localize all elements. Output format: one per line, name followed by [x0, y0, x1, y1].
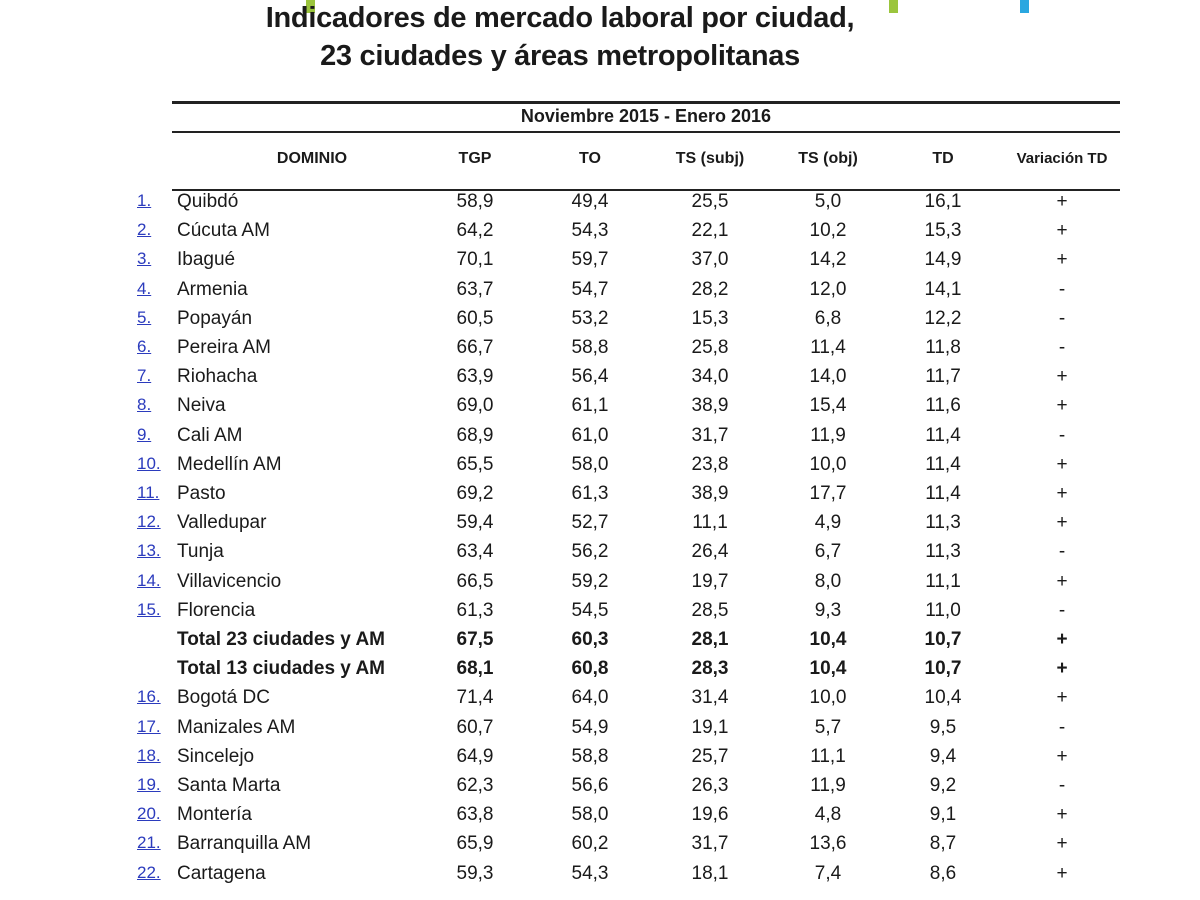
ts-obj-cell: 5,7 — [814, 716, 842, 738]
city-name: Manizales AM — [177, 716, 296, 738]
to-cell: 58,8 — [571, 745, 609, 767]
table-row — [0, 366, 1200, 395]
ts-obj-cell: 17,7 — [809, 483, 847, 504]
row-number-link[interactable]: 17. — [137, 716, 161, 736]
total-row — [0, 629, 1200, 658]
city-name: Montería — [177, 804, 252, 826]
table-row — [0, 804, 1200, 833]
column-header: Variación TD — [1016, 150, 1108, 167]
ts-subj-cell: 28,5 — [691, 599, 729, 621]
td-cell: 8,6 — [929, 862, 957, 884]
tgp-cell: 63,4 — [456, 541, 494, 563]
td-cell: 11,3 — [925, 512, 961, 534]
ts-subj-cell: 38,9 — [691, 395, 729, 417]
total-row — [0, 658, 1200, 687]
tgp-cell: 63,8 — [456, 804, 494, 826]
td-cell: 11,4 — [925, 483, 961, 504]
td-cell: 11,4 — [925, 453, 961, 475]
variacion-td-cell: + — [1056, 366, 1068, 388]
ts-obj-cell: 11,9 — [810, 775, 846, 796]
row-number-link[interactable]: 11. — [137, 483, 160, 502]
variacion-td-cell: - — [1058, 337, 1066, 358]
table-row — [0, 220, 1200, 249]
table-row — [0, 308, 1200, 337]
ts-obj-cell: 10,4 — [809, 658, 847, 680]
ts-subj-cell: 25,8 — [691, 337, 729, 358]
city-name: Cali AM — [177, 424, 243, 446]
ts-subj-cell: 23,8 — [691, 453, 729, 475]
ts-subj-cell: 18,1 — [691, 862, 729, 884]
row-number-link[interactable]: 10. — [137, 453, 161, 473]
ts-subj-cell: 25,5 — [691, 191, 729, 212]
ts-obj-cell: 10,0 — [809, 453, 847, 475]
td-cell: 11,7 — [925, 366, 961, 388]
to-cell: 64,0 — [571, 687, 609, 709]
variacion-td-cell: + — [1056, 745, 1068, 767]
ts-subj-cell: 34,0 — [691, 366, 729, 388]
table-row — [0, 512, 1200, 541]
ts-obj-cell: 4,9 — [814, 512, 842, 534]
row-number-link[interactable]: 9. — [137, 424, 152, 444]
to-cell: 60,3 — [571, 629, 609, 650]
ts-obj-cell: 13,6 — [809, 833, 847, 855]
to-cell: 52,7 — [571, 512, 609, 534]
to-cell: 56,6 — [571, 775, 609, 796]
variacion-td-cell: - — [1058, 599, 1066, 621]
ts-subj-cell: 28,2 — [691, 278, 729, 300]
city-name: Pasto — [177, 483, 226, 504]
to-cell: 61,1 — [571, 395, 609, 417]
tgp-cell: 67,5 — [456, 629, 494, 650]
table-row — [0, 425, 1200, 454]
ts-obj-cell: 12,0 — [809, 278, 847, 300]
ts-subj-cell: 25,7 — [691, 745, 729, 767]
period-label: Noviembre 2015 - Enero 2016 — [520, 106, 772, 126]
tgp-cell: 65,5 — [456, 453, 494, 475]
td-cell: 11,8 — [925, 337, 961, 358]
td-cell: 12,2 — [924, 307, 962, 329]
row-number-link[interactable]: 20. — [137, 804, 161, 824]
to-cell: 54,9 — [571, 716, 609, 738]
variacion-td-cell: - — [1058, 278, 1066, 300]
table-row — [0, 775, 1200, 804]
row-number-link[interactable]: 3. — [137, 249, 152, 269]
ts-obj-cell: 14,2 — [809, 249, 847, 271]
ts-subj-cell: 38,9 — [691, 483, 729, 504]
city-name: Barranquilla AM — [177, 833, 312, 855]
table-row — [0, 454, 1200, 483]
ts-obj-cell: 11,9 — [810, 424, 846, 446]
column-header: TGP — [458, 150, 492, 167]
td-cell: 14,9 — [924, 249, 962, 271]
to-cell: 60,2 — [571, 833, 609, 855]
row-number-link[interactable]: 13. — [137, 541, 161, 561]
row-number-link[interactable]: 15. — [137, 599, 161, 619]
ts-obj-cell: 14,0 — [809, 366, 847, 388]
variacion-td-cell: + — [1056, 658, 1068, 680]
city-name: Armenia — [177, 278, 248, 300]
table-row — [0, 191, 1200, 220]
city-name: Neiva — [177, 395, 226, 417]
ts-subj-cell: 15,3 — [691, 307, 729, 329]
variacion-td-cell: + — [1056, 687, 1068, 709]
td-cell: 9,1 — [929, 804, 957, 826]
row-number-link[interactable]: 6. — [137, 337, 152, 356]
td-cell: 9,2 — [929, 775, 957, 796]
table-row — [0, 541, 1200, 570]
to-cell: 61,3 — [571, 483, 609, 504]
td-cell: 8,7 — [929, 833, 957, 855]
city-name: Santa Marta — [177, 775, 281, 796]
ts-obj-cell: 11,1 — [810, 745, 846, 767]
tgp-cell: 69,0 — [456, 395, 494, 417]
table-row — [0, 746, 1200, 775]
city-name: Cúcuta AM — [177, 220, 270, 242]
td-cell: 10,7 — [924, 658, 962, 680]
ts-obj-cell: 6,8 — [814, 307, 842, 329]
to-cell: 54,5 — [571, 599, 609, 621]
row-number-link[interactable]: 8. — [137, 395, 152, 415]
to-cell: 61,0 — [571, 424, 609, 446]
td-cell: 15,3 — [924, 220, 962, 242]
ts-obj-cell: 6,7 — [814, 541, 842, 563]
tgp-cell: 64,2 — [456, 220, 494, 242]
period-rule — [172, 131, 1120, 133]
ts-subj-cell: 19,7 — [691, 570, 729, 592]
td-cell: 9,4 — [929, 745, 957, 767]
to-cell: 60,8 — [571, 658, 609, 680]
to-cell: 56,2 — [571, 541, 609, 563]
tgp-cell: 60,5 — [456, 307, 494, 329]
tgp-cell: 68,1 — [456, 658, 494, 680]
td-cell: 10,7 — [924, 629, 962, 650]
ts-subj-cell: 28,3 — [691, 658, 729, 680]
city-name: Bogotá DC — [177, 687, 270, 709]
tgp-cell: 70,1 — [456, 249, 494, 271]
column-header: TO — [579, 150, 601, 167]
td-cell: 10,4 — [924, 687, 962, 709]
city-name: Sincelejo — [177, 745, 255, 767]
to-cell: 56,4 — [571, 366, 609, 388]
variacion-td-cell: + — [1056, 512, 1068, 534]
city-name: Medellín AM — [177, 453, 282, 475]
to-cell: 54,3 — [571, 220, 609, 242]
page-title-line2: 23 ciudades y áreas metropolitanas — [320, 40, 800, 72]
city-name: Valledupar — [177, 512, 267, 534]
city-name: Tunja — [177, 541, 224, 563]
column-header: TS (obj) — [798, 150, 858, 167]
tgp-cell: 69,2 — [456, 483, 494, 504]
row-number-link[interactable]: 1. — [137, 191, 152, 210]
variacion-td-cell: + — [1056, 395, 1068, 417]
variacion-td-cell: + — [1056, 833, 1068, 855]
column-header: DOMINIO — [276, 150, 348, 167]
row-number-link[interactable]: 7. — [137, 366, 152, 386]
to-cell: 58,8 — [571, 337, 609, 358]
ts-obj-cell: 7,4 — [814, 862, 842, 884]
tgp-cell: 63,7 — [456, 278, 494, 300]
ts-subj-cell: 37,0 — [691, 249, 729, 271]
ts-subj-cell: 26,4 — [691, 541, 729, 563]
row-number-link[interactable]: 5. — [137, 307, 152, 327]
row-number-link[interactable]: 21. — [137, 833, 161, 853]
ts-obj-cell: 8,0 — [814, 570, 842, 592]
to-cell: 54,3 — [571, 862, 609, 884]
city-name: Cartagena — [177, 862, 266, 884]
variacion-td-cell: + — [1056, 629, 1068, 650]
row-number-link[interactable]: 12. — [137, 512, 161, 532]
table-row — [0, 687, 1200, 716]
table-row — [0, 337, 1200, 366]
tgp-cell: 61,3 — [456, 599, 494, 621]
variacion-td-cell: + — [1056, 220, 1068, 242]
table-row — [0, 600, 1200, 629]
ts-obj-cell: 9,3 — [814, 599, 842, 621]
variacion-td-cell: - — [1058, 307, 1066, 329]
variacion-td-cell: + — [1056, 862, 1068, 884]
tgp-cell: 62,3 — [456, 775, 494, 796]
tgp-cell: 71,4 — [456, 687, 494, 709]
table-top-rule — [172, 101, 1120, 104]
row-number-link[interactable]: 16. — [137, 687, 161, 707]
page-title-line1: Indicadores de mercado laboral por ciudad, — [265, 2, 855, 34]
ts-subj-cell: 31,4 — [691, 687, 729, 709]
row-number-link[interactable]: 18. — [137, 745, 161, 765]
table-row — [0, 249, 1200, 278]
variacion-td-cell: - — [1058, 775, 1066, 796]
ts-obj-cell: 10,4 — [809, 629, 847, 650]
ts-obj-cell: 11,4 — [810, 337, 846, 358]
ts-subj-cell: 19,1 — [691, 716, 729, 738]
to-cell: 54,7 — [571, 278, 609, 300]
variacion-td-cell: + — [1056, 804, 1068, 826]
td-cell: 9,5 — [929, 716, 957, 738]
column-header: TD — [932, 150, 954, 167]
td-cell: 11,0 — [925, 599, 961, 621]
to-cell: 49,4 — [571, 191, 609, 212]
to-cell: 59,7 — [571, 249, 609, 271]
tgp-cell: 66,7 — [456, 337, 494, 358]
city-name: Florencia — [177, 599, 256, 621]
ts-obj-cell: 10,0 — [809, 687, 847, 709]
td-cell: 16,1 — [924, 191, 962, 212]
row-number-link[interactable]: 22. — [137, 862, 161, 882]
td-cell: 11,1 — [925, 570, 961, 592]
city-name: Villavicencio — [177, 570, 282, 592]
variacion-td-cell: + — [1056, 191, 1068, 212]
ts-subj-cell: 26,3 — [691, 775, 729, 796]
table-row — [0, 395, 1200, 424]
city-name: Quibdó — [177, 191, 239, 212]
variacion-td-cell: - — [1058, 424, 1066, 446]
table-row — [0, 833, 1200, 862]
variacion-td-cell: - — [1058, 716, 1066, 738]
variacion-td-cell: + — [1056, 483, 1068, 504]
ts-subj-cell: 11,1 — [692, 512, 728, 534]
variacion-td-cell: + — [1056, 453, 1068, 475]
td-cell: 11,4 — [925, 424, 961, 446]
tgp-cell: 65,9 — [456, 833, 494, 855]
tgp-cell: 66,5 — [456, 570, 494, 592]
ts-obj-cell: 10,2 — [809, 220, 847, 242]
to-cell: 58,0 — [571, 804, 609, 826]
to-cell: 58,0 — [571, 453, 609, 475]
tgp-cell: 63,9 — [456, 366, 494, 388]
ts-subj-cell: 22,1 — [691, 220, 729, 242]
to-cell: 59,2 — [571, 570, 609, 592]
to-cell: 53,2 — [571, 307, 609, 329]
tgp-cell: 59,3 — [456, 862, 494, 884]
ts-subj-cell: 31,7 — [691, 424, 729, 446]
tgp-cell: 59,4 — [456, 512, 494, 534]
row-number-link[interactable]: 19. — [137, 775, 161, 794]
ts-subj-cell: 28,1 — [691, 629, 729, 650]
td-cell: 11,3 — [925, 541, 961, 563]
city-name: Popayán — [177, 307, 253, 329]
table-row — [0, 483, 1200, 512]
variacion-td-cell: + — [1056, 570, 1068, 592]
city-name: Total 23 ciudades y AM — [177, 629, 385, 650]
tgp-cell: 68,9 — [456, 424, 494, 446]
row-number-link[interactable]: 2. — [137, 220, 152, 240]
column-header: TS (subj) — [675, 150, 745, 167]
variacion-td-cell: + — [1056, 249, 1068, 271]
city-name: Total 13 ciudades y AM — [177, 658, 385, 680]
table-row — [0, 717, 1200, 746]
tgp-cell: 60,7 — [456, 716, 494, 738]
row-number-link[interactable]: 4. — [137, 278, 152, 298]
ts-subj-cell: 31,7 — [691, 833, 729, 855]
ts-obj-cell: 4,8 — [814, 804, 842, 826]
city-name: Riohacha — [177, 366, 258, 388]
td-cell: 11,6 — [925, 395, 961, 417]
city-name: Pereira AM — [177, 337, 271, 358]
row-number-link[interactable]: 14. — [137, 570, 161, 590]
tgp-cell: 64,9 — [456, 745, 494, 767]
ts-obj-cell: 15,4 — [809, 395, 847, 417]
ts-obj-cell: 5,0 — [814, 191, 842, 212]
ts-subj-cell: 19,6 — [691, 804, 729, 826]
tgp-cell: 58,9 — [456, 191, 494, 212]
table-row — [0, 863, 1200, 892]
variacion-td-cell: - — [1058, 541, 1066, 563]
table-row — [0, 279, 1200, 308]
city-name: Ibagué — [177, 249, 236, 271]
td-cell: 14,1 — [924, 278, 962, 300]
table-row — [0, 571, 1200, 600]
